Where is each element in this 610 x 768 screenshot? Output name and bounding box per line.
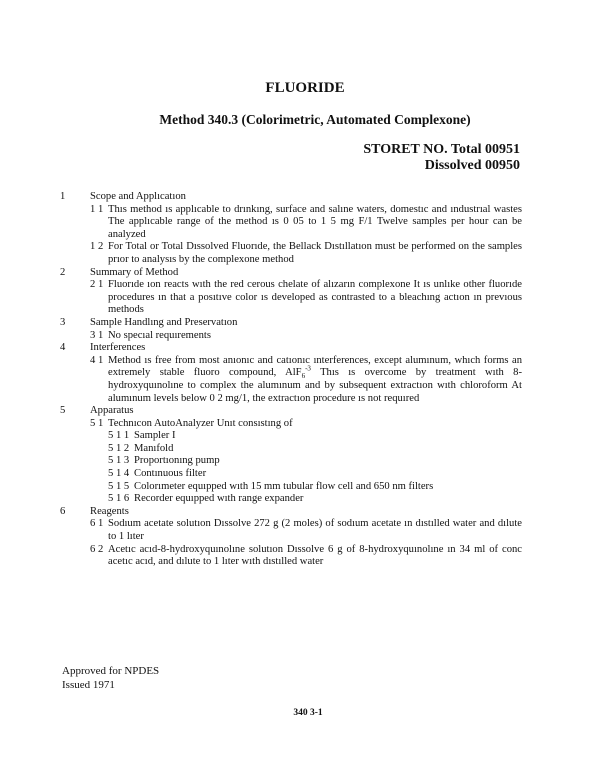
subsection-number: 5 1 bbox=[90, 417, 104, 429]
section-heading bbox=[60, 342, 522, 355]
section-title: Summary of Method bbox=[90, 266, 179, 278]
subsection bbox=[60, 355, 522, 405]
subsection bbox=[60, 418, 522, 431]
item-text: Colorımeter equıpped wıth 15 mm tubular flow cell and 650 nm filters bbox=[134, 480, 434, 492]
subsection bbox=[60, 279, 522, 317]
item-number: 5 1 2 bbox=[108, 442, 130, 454]
section-heading bbox=[60, 317, 522, 330]
section-heading bbox=[60, 191, 522, 204]
subsection bbox=[60, 518, 522, 543]
storet-dissolved: Dissolved 00950 bbox=[424, 158, 520, 173]
subsection-text: Fluorıde ıon reacts wıth the red cerous chelate of alızarın complexone It ıs unlıke other fluorıde procedures ın that a posıtıve color ıs developed as contrasted to a bleachıng actıon ın prevıous methods bbox=[108, 279, 522, 316]
item-text: Proportıonıng pump bbox=[134, 455, 220, 467]
subsection bbox=[60, 330, 522, 343]
item-text: Contınuous filter bbox=[134, 468, 207, 480]
subsection-text: No specıal requırements bbox=[108, 329, 211, 341]
superscript: -3 bbox=[305, 364, 311, 373]
subsection-number: 2 1 bbox=[90, 279, 104, 291]
item-number: 5 1 5 bbox=[108, 480, 130, 492]
subsection-text: For Total or Total Dıssolved Fluorıde, the Bellack Dıstıllatıon must be performed on the samples prıor to analysıs by the complexone method bbox=[108, 241, 522, 265]
subscript: 6 bbox=[301, 372, 306, 381]
item-number: 5 1 6 bbox=[108, 493, 130, 505]
method-subtitle: Method 340.3 (Colorimetric, Automated Complexone) bbox=[159, 112, 471, 127]
section-number: 2 bbox=[60, 266, 66, 278]
subsection-number: 1 1 bbox=[90, 203, 104, 215]
section-number: 3 bbox=[60, 316, 66, 328]
subsection-number: 6 1 bbox=[90, 518, 104, 530]
subsection-text: Technıcon AutoAnalyzer Unıt consıstıng of bbox=[108, 417, 293, 429]
section-number: 1 bbox=[60, 191, 66, 202]
section-number: 6 bbox=[60, 505, 66, 517]
subsection-number: 3 1 bbox=[90, 329, 104, 341]
section-number: 4 bbox=[60, 342, 66, 354]
document-title: FLUORIDE bbox=[265, 80, 345, 96]
approved-text: Approved for NPDES bbox=[62, 665, 160, 677]
subsection bbox=[60, 544, 522, 569]
document-body bbox=[60, 191, 522, 569]
section-heading bbox=[60, 267, 522, 280]
item-text: Sampler I bbox=[134, 430, 176, 442]
list-item bbox=[60, 468, 522, 481]
subsection-number: 4 1 bbox=[90, 354, 104, 366]
section-title: Scope and Applıcatıon bbox=[90, 191, 186, 202]
issued-text: Issued 1971 bbox=[62, 678, 115, 691]
section-title: Apparatus bbox=[90, 405, 134, 417]
subsection-text: Thıs method ıs applıcable to drınkıng, surface and salıne waters, domestıc and ındustrıal wastes The applıcable range of the method ıs 0 05 to 1 5 mg F/1 Twelve samples per hour can be analyzed bbox=[108, 203, 522, 240]
item-text: Manıfold bbox=[134, 442, 174, 454]
list-item bbox=[60, 443, 522, 456]
storet-numbers bbox=[363, 142, 520, 174]
list-item bbox=[60, 455, 522, 468]
storet-total: STORET NO. Total 00951 bbox=[363, 142, 520, 157]
list-item bbox=[60, 481, 522, 494]
section-number: 5 bbox=[60, 405, 66, 417]
subsection bbox=[60, 204, 522, 242]
section-title: Sample Handlıng and Preservatıon bbox=[90, 316, 238, 328]
item-text: Recorder equıpped wıth range expander bbox=[134, 493, 304, 505]
section-heading bbox=[60, 405, 522, 418]
subsection-text bbox=[108, 355, 522, 405]
section-title: Interferences bbox=[90, 342, 146, 354]
subsection bbox=[60, 241, 522, 266]
subsection-text: Sodıum acetate solutıon Dıssolve 272 g (2 moles) of sodıum acetate ın dıstılled water and dılute to 1 lıter bbox=[108, 518, 522, 543]
section-heading bbox=[60, 506, 522, 519]
subsection-number: 1 2 bbox=[90, 241, 104, 253]
list-item bbox=[60, 430, 522, 443]
item-number: 5 1 3 bbox=[108, 455, 130, 467]
text-part: Thıs ıs overcome by treatment wıth 8-hydroxyquınolıne to complex the alumınum and by subsequent extractıon wıth chloroform At alumınum levels below 0 2 mg/1, the extractıon procedure ıs not requıred bbox=[108, 367, 522, 404]
item-number: 5 1 4 bbox=[108, 468, 130, 480]
list-item bbox=[60, 493, 522, 506]
item-number: 5 1 1 bbox=[108, 430, 130, 442]
page-number: 340 3-1 bbox=[293, 708, 323, 718]
subsection-text: Acetıc acıd-8-hydroxyquınolıne solutıon Dıssolve 6 g of 8-hydroxyquınolıne ın 34 ml of conc acetıc acıd, and dılute to 1 lıter wıth dıstılled water bbox=[108, 543, 522, 568]
subsection-number: 6 2 bbox=[90, 543, 104, 555]
text-part: Method ıs free from most anıonıc and catıonıc ınterferences, except alumınum, whıch forms an extremely stable fluoro compound, AlF bbox=[108, 354, 522, 379]
footer-note bbox=[62, 665, 159, 692]
section-title: Reagents bbox=[90, 505, 129, 517]
